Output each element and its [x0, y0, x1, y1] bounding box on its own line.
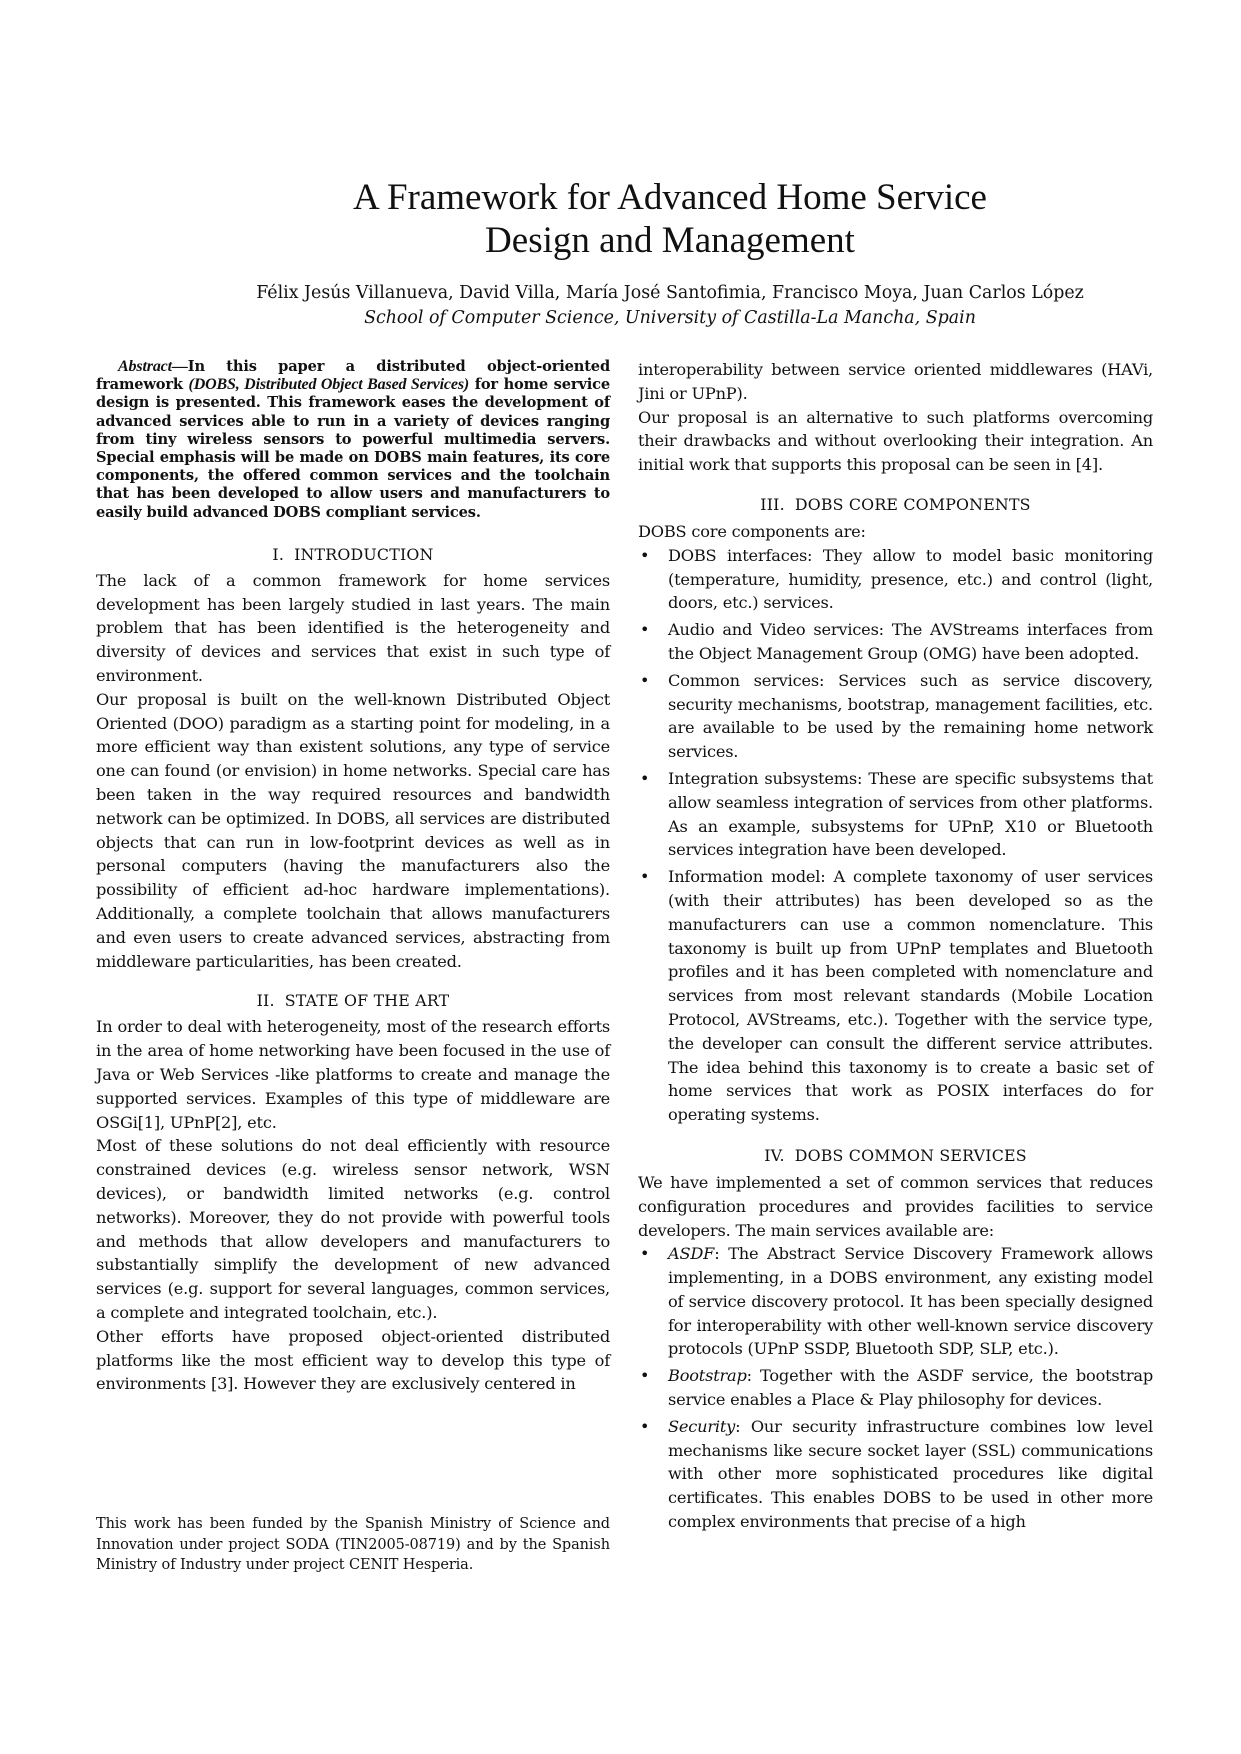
service-description: : Our security infrastructure combines low level mechanisms like secure socket layer (SSL) communications with other more sophisticated procedures like digital certificates. This enables DOBS to be used in other more complex environments that precise of a high	[668, 1416, 1153, 1532]
section-title: DOBS COMMON SERVICES	[794, 1145, 1027, 1165]
abstract-text-b: for home service design is presented. This framework eases the development of advanced services able to run in a variety of devices ranging from tiny wireless sensors to powerful multimedia servers. Special emphasis will be made on DOBS main features, its core components, the offered common services and the toolchain that has been developed to allow users and manufacturers to easily build advanced DOBS compliant services.	[96, 376, 610, 521]
list-item: • Audio and Video services: The AVStreams interfaces from the Object Management Group (OMG) have been adopted.	[638, 618, 1153, 666]
service-description: : The Abstract Service Discovery Framework allows implementing, in a DOBS environment, any existing model of service discovery protocol. It has been specially designed for interoperability with other well-known service discovery protocols (UPnP SSDP, Bluetooth SDP, SLP, etc.).	[668, 1244, 1153, 1359]
section-number: IV.	[764, 1145, 785, 1165]
state-paragraph-3-continued: interoperability between service oriented middlewares (HAVi, Jini or UPnP).	[638, 360, 1153, 403]
title-line-1: A Framework for Advanced Home Service	[353, 177, 987, 218]
list-item: • Integration subsystems: These are specific subsystems that allow seamless integration of services from other platforms. As an example, subsystems for UPnP, X10 or Bluetooth services integration have been developed.	[638, 767, 1153, 862]
list-item: • Common services: Services such as service discovery, security mechanisms, bootstrap, management facilities, etc. are available to be used by the remaining home network services.	[638, 669, 1153, 764]
section-title: DOBS CORE COMPONENTS	[794, 494, 1031, 514]
list-item: • DOBS interfaces: They allow to model basic monitoring (temperature, humidity, presence, etc.) and control (light, doors, etc.) services.	[638, 544, 1153, 615]
paper-title	[200, 176, 1140, 262]
core-components-list	[638, 544, 1153, 1127]
section-number: III.	[760, 494, 785, 514]
abstract-lead: Abstract—	[118, 358, 188, 375]
list-item	[638, 1364, 1153, 1412]
core-intro: DOBS core components are:	[638, 521, 866, 541]
affiliation: School of Computer Science, University of Castilla-La Mancha, Spain	[364, 308, 976, 328]
service-term: Bootstrap	[668, 1366, 747, 1386]
section-number: II.	[256, 991, 275, 1011]
service-term: Security	[668, 1416, 736, 1436]
author-list: Félix Jesús Villanueva, David Villa, María José Santofimia, Francisco Moya, Juan Carlos López	[256, 283, 1084, 303]
section-title: INTRODUCTION	[294, 544, 434, 564]
abstract	[96, 358, 610, 522]
list-item: • Information model: A complete taxonomy of user services (with their attributes) has been developed so as the manufacturers can use a common nomenclature. This taxonomy is built up from UPnP templates and Bluetooth profiles and it has been completed with nomenclature and services from most relevant standards (Mobile Location Protocol, AVStreams, etc.). Together with the service type, the developer can consult the different service attributes. The idea behind this taxonomy is to create a basic set of home services that work as POSIX interfaces do for operating systems.	[638, 865, 1153, 1127]
section-number: I.	[272, 544, 285, 564]
funding-footnote: This work has been funded by the Spanish Ministry of Science and Innovation under project SODA (TIN2005-08719) and by the Spanish Ministry of Industry under project CENIT Hesperia.	[96, 1516, 610, 1573]
state-paragraph-3: Other efforts have proposed object-oriented distributed platforms like the most efficient way to develop this type of environments [3]. However they are exclusively centered in	[96, 1326, 610, 1394]
intro-paragraph-2: Our proposal is built on the well-known Distributed Object Oriented (DOO) paradigm as a starting point for modeling, in a more efficient way than existent solutions, any type of service one can found (or envision) in home networks. Special care has been taken in the way required resources and bandwidth network can be optimized. In DOBS, all services are distributed objects that can run in low-footprint devices as well as in personal computers (having the manufacturers also the possibility of efficient ad-hoc hardware implementations). Additionally, a complete toolchain that allows manufacturers and even users to create advanced services, abstracting from middleware particularities, has been created.	[96, 689, 610, 971]
service-description: : Together with the ASDF service, the bootstrap service enables a Place & Play philosophy for devices.	[668, 1366, 1153, 1410]
state-paragraph-4: Our proposal is an alternative to such platforms overcoming their drawbacks and without overlooking their integration. An initial work that supports this proposal can be seen in [4].	[638, 407, 1153, 475]
section-heading-state-of-the-art	[96, 990, 610, 1012]
intro-paragraph-1: The lack of a common framework for home services development has been largely studied in last years. The main problem that has been identified is the heterogeneity and diversity of devices and services that exist in such type of environment.	[96, 570, 610, 686]
common-intro: We have implemented a set of common services that reduces configuration procedures and provides facilities to service developers. The main services available are:	[638, 1172, 1153, 1240]
state-paragraph-1: In order to deal with heterogeneity, most of the research efforts in the area of home networking have been focused in the use of Java or Web Services -like platforms to create and manage the supported services. Examples of this type of middleware are OSGi[1], UPnP[2], etc.	[96, 1017, 610, 1132]
list-item	[638, 1242, 1153, 1361]
list-item	[638, 1415, 1153, 1534]
abstract-emphasis: (DOBS, Distributed Object Based Services)	[188, 376, 470, 394]
left-column	[96, 358, 610, 1396]
section-heading-introduction	[96, 544, 610, 566]
right-column	[638, 358, 1153, 1534]
common-services-list	[638, 1242, 1153, 1534]
service-term: ASDF	[668, 1244, 715, 1264]
section-heading-common-services	[638, 1145, 1153, 1167]
abstract-text-a: In this paper a distributed object-oriented framework	[96, 358, 610, 394]
title-line-2: Design and Management	[485, 220, 855, 261]
section-title: STATE OF THE ART	[284, 991, 450, 1011]
section-heading-core-components	[638, 494, 1153, 516]
state-paragraph-2: Most of these solutions do not deal efficiently with resource constrained devices (e.g. wireless sensor network, WSN devices), or bandwidth limited networks (e.g. control networks). Moreover, they do not provide with powerful tools and methods that allow developers and manufacturers to substantially simplify the development of new advanced services (e.g. support for several languages, common services, a complete and integrated toolchain, etc.).	[96, 1136, 610, 1322]
